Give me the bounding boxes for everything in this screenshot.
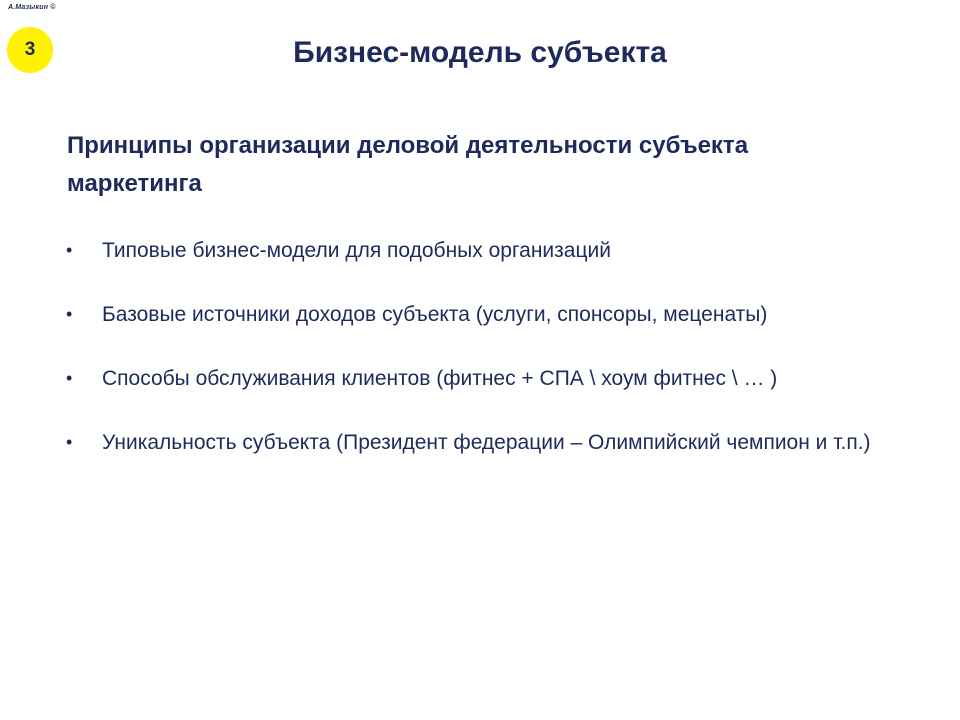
bullet-item — [66, 362, 886, 395]
bullet-icon: • — [66, 240, 73, 260]
slide-number: 3 — [24, 39, 36, 60]
bullet-text: Уникальность субъекта (Президент федерации – Олимпийский чемпион и т.п.) — [102, 431, 871, 454]
bullet-item — [66, 298, 886, 331]
bullet-text: Базовые источники доходов субъекта (услуги, спонсоры, меценаты) — [102, 303, 768, 326]
bullet-icon: • — [66, 432, 73, 452]
copyright-note: A.Mазыкин © — [8, 4, 56, 11]
slide-subtitle: Принципы организации деловой деятельности субъекта маркетинга — [67, 132, 749, 197]
bullet-text: Типовые бизнес-модели для подобных организаций — [102, 239, 611, 262]
slide-title: Бизнес-модель субъекта — [293, 36, 667, 69]
bullet-icon: • — [66, 304, 73, 324]
bullet-icon: • — [66, 368, 73, 388]
bullet-item — [66, 234, 886, 267]
bullet-item — [66, 426, 886, 459]
bullet-text: Способы обслуживания клиентов (фитнес + СПА \ хоум фитнес \ … ) — [102, 367, 778, 390]
bullet-list — [66, 234, 886, 490]
